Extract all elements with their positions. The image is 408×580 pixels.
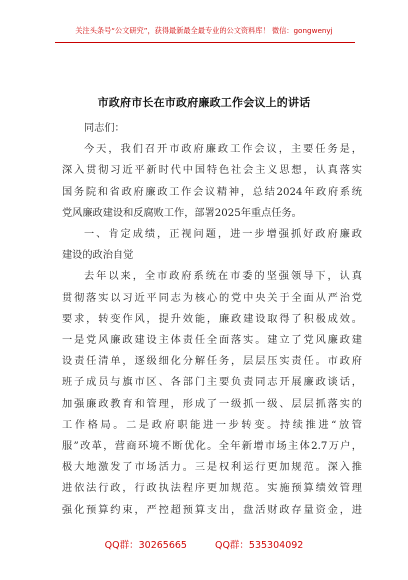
paragraph-line: 服”改革，营商环境不断优化。全年新增市场主体2.7万户， xyxy=(62,441,362,453)
paragraph-line: 一是党风廉政建设主体责任全面落实。建立了党风廉政建 xyxy=(62,335,362,347)
qq-group-1: QQ群：30265665 xyxy=(104,540,187,551)
promo-header: 关注头条号“公文研究”，获得最新最全最专业的公文资料库！ 微信：gongwenyj xyxy=(75,26,333,35)
paragraph-line: 党风廉政建设和反腐败工作，部署2025年重点任务。 xyxy=(62,207,302,219)
paragraph-line: 进依法行政，行政执法程序更加规范。实施预算绩效管理 xyxy=(62,483,362,495)
paragraph-line: 国务院和省政府廉政工作会议精神，总结2024年政府系统 xyxy=(62,186,362,198)
paragraph-line: 班子成员与旗市区、各部门主要负责同志开展廉政谈话， xyxy=(62,377,362,389)
paragraph-line: 极大地激发了市场活力。三是权利运行更加规范。深入推 xyxy=(62,462,362,474)
paragraph-line: 加强廉政教育和管理，形成了一级抓一级、层层抓落实的 xyxy=(62,398,362,410)
section-heading: 一、肯定成绩，正视问题，进一步增强抓好政府廉政 xyxy=(84,229,362,241)
document-body xyxy=(62,118,362,521)
paragraph-line: 深入贯彻习近平新时代中国特色社会主义思想，认真落实 xyxy=(62,165,362,177)
salutation: 同志们： xyxy=(84,123,125,134)
paragraph-line: 贯彻落实以习近平同志为核心的党中央关于全面从严治党 xyxy=(62,292,362,304)
paragraph-line: 今天，我们召开市政府廉政工作会议，主要任务是， xyxy=(84,144,362,156)
paragraph-line: 去年以来，全市政府系统在市委的坚强领导下，认真 xyxy=(84,271,362,283)
paragraph-line: 工作格局。二是政府职能进一步转变。持续推进“放管 xyxy=(62,419,362,431)
qq-footer xyxy=(0,537,408,551)
paragraph-line: 设责任清单，逐级细化分解任务，层层压实责任。市政府 xyxy=(62,356,362,368)
header-divider xyxy=(55,42,355,43)
document-title: 市政府市长在市政府廉政工作会议上的讲话 xyxy=(97,96,311,109)
paragraph-line: 要求，转变作风，提升效能，廉政建设取得了积极成效。 xyxy=(62,313,362,325)
section-heading: 建设的政治自觉 xyxy=(62,250,134,262)
paragraph-line: 强化预算约束，严控超预算支出，盘活财政存量资金，进 xyxy=(62,504,362,516)
qq-group-2: QQ群：535304092 xyxy=(214,540,304,551)
